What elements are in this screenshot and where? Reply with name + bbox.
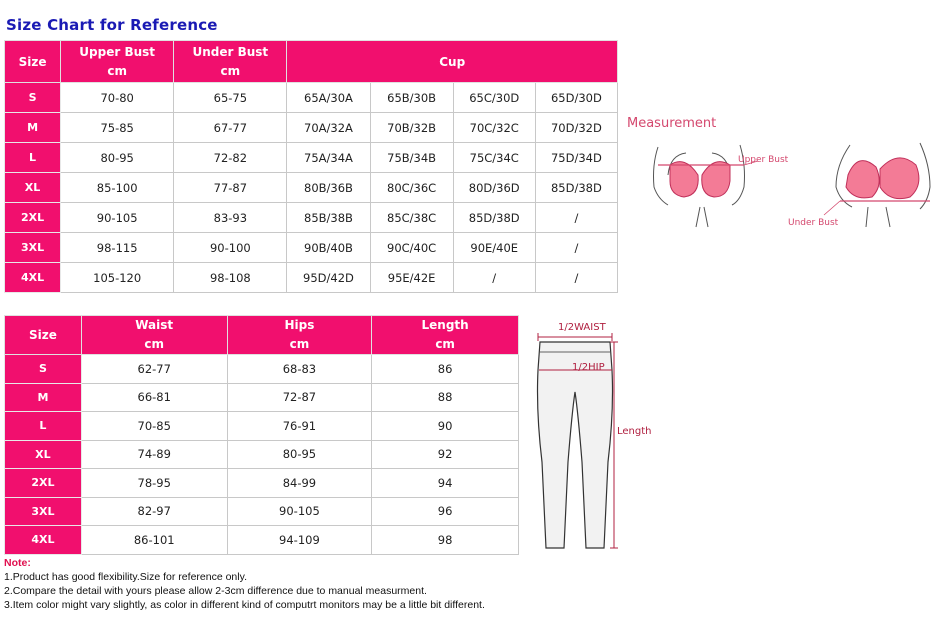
cup-cell: 65D/30D [535, 83, 617, 113]
waist-header: Waist cm [81, 316, 227, 355]
cup-cell: 90C/40C [370, 233, 453, 263]
measurement-title: Measurement [627, 116, 717, 131]
leggings-measurement-illustration [528, 322, 668, 554]
table-row [5, 497, 519, 526]
cup-cell: 75B/34B [370, 143, 453, 173]
note-line: 3.Item color might vary slightly, as color in different kind of computrt monitors may be a little bit different. [4, 599, 485, 611]
length-cell: 90 [372, 412, 519, 441]
size-cell: 4XL [5, 526, 82, 555]
size-cell: L [5, 143, 61, 173]
upper-bust-cell: 70-80 [61, 83, 174, 113]
size-cell: L [5, 412, 82, 441]
under-bust-label: Under Bust [788, 218, 839, 228]
under-bust-cell: 65-75 [174, 83, 287, 113]
table-row [5, 440, 519, 469]
cup-cell: 90E/40E [453, 233, 535, 263]
page-title: Size Chart for Reference [6, 16, 218, 34]
bottom-size-header: Size [5, 316, 82, 355]
cup-cell: / [535, 233, 617, 263]
note-line: 2.Compare the detail with yours please allow 2-3cm difference due to manual measurment. [4, 585, 427, 597]
under-bust-cell: 90-100 [174, 233, 287, 263]
table-row [5, 526, 519, 555]
table-row [5, 355, 519, 384]
cup-cell: 75D/34D [535, 143, 617, 173]
cup-cell: 85C/38C [370, 203, 453, 233]
under-bust-cell: 98-108 [174, 263, 287, 293]
table-row [5, 83, 618, 113]
upper-bust-cell: 85-100 [61, 173, 174, 203]
size-cell: 2XL [5, 469, 82, 498]
waist-cell: 74-89 [81, 440, 227, 469]
cup-cell: 95D/42D [287, 263, 370, 293]
upper-bust-cell: 80-95 [61, 143, 174, 173]
table-row [5, 383, 519, 412]
length-cell: 96 [372, 497, 519, 526]
size-header: Size [5, 41, 61, 83]
upper-bust-header: Upper Bust cm [61, 41, 174, 83]
hips-cell: 68-83 [227, 355, 372, 384]
cup-cell: 85D/38D [453, 203, 535, 233]
cup-cell: 70A/32A [287, 113, 370, 143]
table-row [5, 263, 618, 293]
cup-cell: 95E/42E [370, 263, 453, 293]
size-cell: M [5, 383, 82, 412]
waist-cell: 86-101 [81, 526, 227, 555]
table-row [5, 173, 618, 203]
waist-cell: 62-77 [81, 355, 227, 384]
length-cell: 94 [372, 469, 519, 498]
size-cell: S [5, 83, 61, 113]
cup-cell: 80D/36D [453, 173, 535, 203]
cup-cell: 70B/32B [370, 113, 453, 143]
under-bust-cell: 72-82 [174, 143, 287, 173]
under-bust-cell: 77-87 [174, 173, 287, 203]
upper-bust-cell: 105-120 [61, 263, 174, 293]
length-header: Length cm [372, 316, 519, 355]
upper-bust-cell: 98-115 [61, 233, 174, 263]
cup-cell: 75C/34C [453, 143, 535, 173]
hips-cell: 94-109 [227, 526, 372, 555]
length-cell: 92 [372, 440, 519, 469]
cup-cell: 80C/36C [370, 173, 453, 203]
length-cell: 88 [372, 383, 519, 412]
cup-cell: / [453, 263, 535, 293]
under-bust-cell: 83-93 [174, 203, 287, 233]
cup-cell: 70C/32C [453, 113, 535, 143]
table-row [5, 113, 618, 143]
size-cell: 3XL [5, 497, 82, 526]
table-row [5, 143, 618, 173]
cup-header: Cup [287, 41, 618, 83]
size-cell: 3XL [5, 233, 61, 263]
upper-bust-label: Upper Bust [738, 155, 789, 165]
hips-cell: 76-91 [227, 412, 372, 441]
under-bust-cell: 67-77 [174, 113, 287, 143]
size-cell: M [5, 113, 61, 143]
waist-cell: 82-97 [81, 497, 227, 526]
under-bust-header: Under Bust cm [174, 41, 287, 83]
hips-header: Hips cm [227, 316, 372, 355]
half-waist-label: 1/2WAIST [558, 322, 606, 333]
cup-cell: 65C/30D [453, 83, 535, 113]
size-cell: XL [5, 440, 82, 469]
length-label: Length [617, 426, 652, 437]
length-cell: 86 [372, 355, 519, 384]
cup-cell: 70D/32D [535, 113, 617, 143]
size-cell: 4XL [5, 263, 61, 293]
upper-bust-cell: 90-105 [61, 203, 174, 233]
half-hip-label: 1/2HIP [572, 362, 605, 373]
size-cell: 2XL [5, 203, 61, 233]
waist-cell: 66-81 [81, 383, 227, 412]
waist-cell: 78-95 [81, 469, 227, 498]
bottom-size-table [4, 315, 519, 555]
cup-cell: 90B/40B [287, 233, 370, 263]
right-bra-shape [846, 158, 919, 199]
left-bra-shape [670, 162, 730, 197]
table-row [5, 412, 519, 441]
hips-cell: 80-95 [227, 440, 372, 469]
note-label: Note: [4, 557, 31, 569]
cup-cell: 65B/30B [370, 83, 453, 113]
hips-cell: 72-87 [227, 383, 372, 412]
note-line: 1.Product has good flexibility.Size for reference only. [4, 571, 247, 583]
hips-cell: 84-99 [227, 469, 372, 498]
hips-cell: 90-105 [227, 497, 372, 526]
length-cell: 98 [372, 526, 519, 555]
notes [4, 556, 485, 612]
cup-cell: 85D/38D [535, 173, 617, 203]
size-cell: S [5, 355, 82, 384]
cup-cell: / [535, 203, 617, 233]
cup-cell: / [535, 263, 617, 293]
cup-cell: 80B/36B [287, 173, 370, 203]
upper-bust-figure [654, 145, 745, 227]
cup-cell: 75A/34A [287, 143, 370, 173]
waist-cell: 70-85 [81, 412, 227, 441]
cup-cell: 85B/38B [287, 203, 370, 233]
table-row [5, 203, 618, 233]
table-row [5, 233, 618, 263]
upper-bust-cell: 75-85 [61, 113, 174, 143]
cup-cell: 65A/30A [287, 83, 370, 113]
table-row [5, 469, 519, 498]
bra-size-table [4, 40, 618, 293]
size-cell: XL [5, 173, 61, 203]
